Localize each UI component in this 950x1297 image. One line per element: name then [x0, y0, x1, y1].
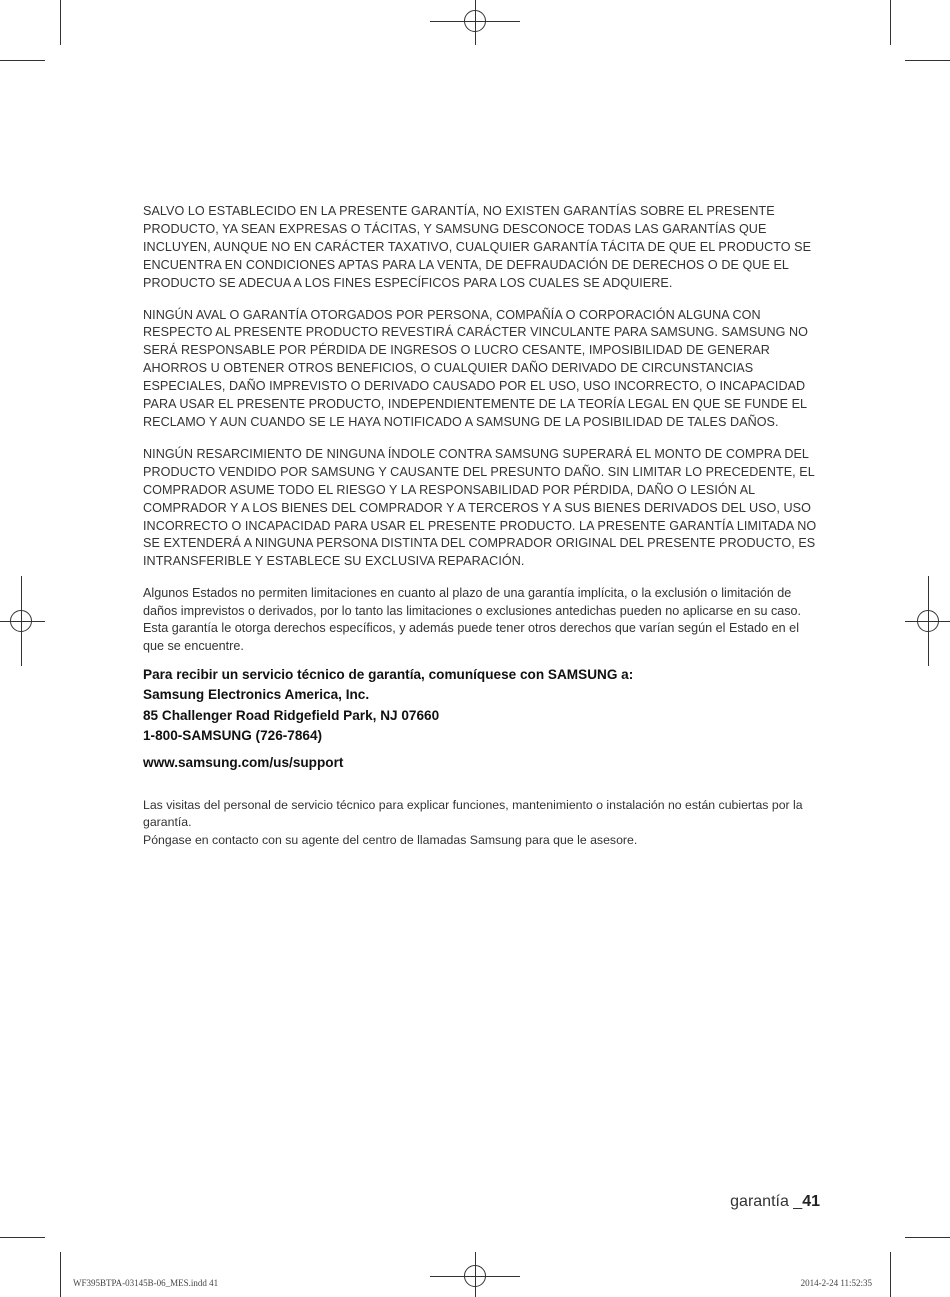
- service-notes: [143, 797, 819, 850]
- crop-mark-bottom-right-h: [905, 1237, 950, 1238]
- contact-block: [143, 665, 819, 773]
- disclaimer-paragraph: SALVO LO ESTABLECIDO EN LA PRESENTE GARANTÍA, NO EXISTEN GARANTÍAS SOBRE EL PRESENTE PRODUCTO, YA SEAN EXPRESAS O TÁCITAS, Y SAMSUNG DESCONOCE TODAS LAS GARANTÍAS QUE INCLUYEN, AUNQUE NO EN CARÁCTER TAXATIVO, CUALQUIER GARANTÍA TÁCITA DE QUE EL PRODUCTO SE ENCUENTRA EN CONDICIONES APTAS PARA LA VENTA, DE DEFRAUDACIÓN DE DERECHOS O DE QUE EL PRODUCTO SE ADECUA A LOS FINES ESPECÍFICOS PARA LOS CUALES SE ADQUIERE.: [143, 204, 812, 290]
- crop-mark-top-right-v: [890, 0, 891, 45]
- state-rights-paragraph: Algunos Estados no permiten limitaciones en cuanto al plazo de una garantía implícita, o la exclusión o limitación de daños imprevistos o derivados, por lo tanto las limitaciones o exclusiones antedichas pueden no aplicarse en su caso. Esta garantía le otorga derechos específicos, y además puede tener otros derechos que varían según el Estado en el que se encuentre.: [143, 586, 802, 653]
- crop-mark-bottom-right-v: [890, 1252, 891, 1297]
- print-slug-timestamp: 2014-2-24 11:52:35: [800, 1278, 872, 1288]
- footer-section-label: garantía _: [730, 1193, 803, 1210]
- crop-mark-top-right-h: [905, 60, 950, 61]
- registration-mark-left-circle: [10, 610, 32, 632]
- service-note-visits: Las visitas del personal de servicio técnico para explicar funciones, mantenimiento o instalación no están cubiertas por la garantía.: [143, 797, 803, 830]
- service-note-contact: Póngase en contacto con su agente del centro de llamadas Samsung para que le asesore.: [143, 832, 638, 847]
- remedy-limit-paragraph: NINGÚN RESARCIMIENTO DE NINGUNA ÍNDOLE CONTRA SAMSUNG SUPERARÁ EL MONTO DE COMPRA DEL PRODUCTO VENDIDO POR SAMSUNG Y CAUSANTE DEL PRESUNTO DAÑO. SIN LIMITAR LO PRECEDENTE, EL COMPRADOR ASUME TODO EL RIESGO Y LA RESPONSABILIDAD POR PÉRDIDA, DAÑO O LESIÓN AL COMPRADOR Y A LOS BIENES DEL COMPRADOR Y A TERCEROS Y A SUS BIENES DERIVADOS DEL USO, USO INCORRECTO O INCAPACIDAD PARA USAR EL PRESENTE PRODUCTO. LA PRESENTE GARANTÍA LIMITADA NO SE EXTENDERÁ A NINGUNA PERSONA DISTINTA DEL COMPRADOR ORIGINAL DEL PRESENTE PRODUCTO, ES INTRANSFERIBLE Y ESTABLECE SU EXCLUSIVA REPARACIÓN.: [143, 446, 817, 569]
- warranty-text-body: [143, 203, 819, 849]
- registration-mark-top-circle: [464, 10, 486, 32]
- contact-address: 85 Challenger Road Ridgefield Park, NJ 07660: [143, 707, 440, 723]
- print-slug-file: WF395BTPA-03145B-06_MES.indd 41: [73, 1278, 219, 1288]
- contact-company: Samsung Electronics America, Inc.: [143, 687, 370, 703]
- contact-heading: Para recibir un servicio técnico de garantía, comuníquese con SAMSUNG a:: [143, 666, 634, 682]
- page-footer: [730, 1193, 820, 1211]
- liability-paragraph: NINGÚN AVAL O GARANTÍA OTORGADOS POR PERSONA, COMPAÑÍA O CORPORACIÓN ALGUNA CON RESPECTO AL PRESENTE PRODUCTO REVESTIRÁ CARÁCTER VINCULANTE PARA SAMSUNG. SAMSUNG NO SERÁ RESPONSABLE POR PÉRDIDA DE INGRESOS O LUCRO CESANTE, IMPOSIBILIDAD DE GENERAR AHORROS U OBTENER OTROS BENEFICIOS, O CUALQUIER DAÑO DERIVADO DE CIRCUNSTANCIAS ESPECIALES, DAÑO IMPREVISTO O DERIVADO CAUSADO POR EL USO, USO INCORRECTO, O INCAPACIDAD PARA USAR EL PRESENTE PRODUCTO, INDEPENDIENTEMENTE DE LA TEORÍA LEGAL EN QUE SE FUNDE EL RECLAMO Y AUN CUANDO SE LE HAYA NOTIFICADO A SAMSUNG DE LA POSIBILIDAD DE TALES DAÑOS.: [143, 307, 809, 429]
- crop-mark-top-left-h: [0, 60, 45, 61]
- crop-mark-top-left-v: [60, 0, 61, 45]
- crop-mark-bottom-left-h: [0, 1237, 45, 1238]
- page-number: 41: [802, 1193, 820, 1210]
- registration-mark-bottom-circle: [464, 1265, 486, 1287]
- crop-mark-bottom-left-v: [60, 1252, 61, 1297]
- support-url-link[interactable]: www.samsung.com/us/support: [143, 754, 344, 770]
- registration-mark-right-circle: [917, 610, 939, 632]
- contact-phone: 1-800-SAMSUNG (726-7864): [143, 728, 323, 744]
